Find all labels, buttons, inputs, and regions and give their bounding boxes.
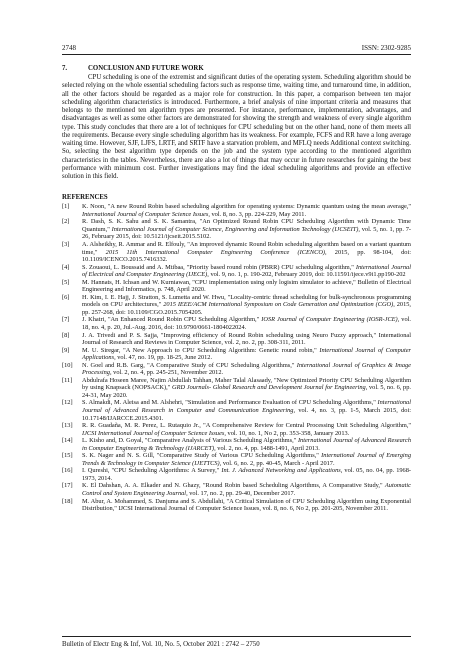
reference-details: , vol. 6, no. 2, pp. 40-45, March - April 2017. (219, 459, 335, 467)
reference-item (62, 482, 411, 497)
reference-item (62, 279, 411, 294)
reference-item (62, 264, 411, 279)
page-body (62, 64, 411, 513)
issn: ISSN: 2302-9285 (361, 44, 411, 52)
reference-number: [17] (62, 482, 73, 490)
reference-item (62, 467, 411, 482)
section-title: CONCLUSION AND FUTURE WORK (88, 65, 204, 72)
reference-details: , vol. 4, no. 3, pp. 1-5, March 2015, doi: 10.17148/IJARCCE.2015.4301. (82, 407, 411, 422)
reference-number: [16] (62, 467, 73, 475)
reference-item (62, 498, 411, 513)
reference-details: , vol. 17, no. 2, pp. 29-40, December 2017. (186, 490, 296, 498)
page-number: 2748 (62, 44, 76, 52)
section-number: 7. (62, 65, 68, 72)
reference-number: [2] (62, 218, 70, 226)
reference-item (62, 218, 411, 241)
reference-details: , 2015, pp. 98-104, doi: 10.1109/ICENCO.2015.7416332. (82, 248, 412, 264)
reference-item (62, 294, 411, 317)
reference-details: , vol. 2, no. 4, pp. 245-251, November 2012. (109, 369, 224, 377)
reference-number: [15] (62, 452, 73, 460)
reference-number: [11] (62, 376, 73, 384)
reference-text: N. Goel and R.B. Garg, "A Comparative Study of CPU Scheduling Algorithms," (82, 361, 297, 369)
reference-text: I. Qureshi, "CPU Scheduling Algorithms: A Survey," (82, 467, 222, 475)
reference-details: , 2015, pp. 257-268, doi: 10.1109/CGO.2015.7054205. (82, 301, 411, 316)
reference-details: , vol. 05, no. 04, pp. 1968-1973, 2014. (82, 467, 412, 482)
reference-number: [12] (62, 399, 73, 407)
reference-number: [3] (62, 240, 70, 248)
reference-venue: International Journal of Computer Applications (82, 346, 411, 362)
reference-number: [10] (62, 361, 73, 369)
reference-item (62, 203, 411, 218)
page-footer (62, 636, 411, 648)
reference-number: [7] (62, 316, 70, 324)
references-heading: REFERENCES (62, 194, 108, 202)
reference-details: , vol. 5, no. 1, pp. 7-26, February 2015, doi: 10.5121/ijcseit.2015.5102. (82, 225, 411, 241)
reference-details: , vol. 9, no. 1, p. 190-202, February 2019, doi: 10.11591/ijece.v9i1.pp190-202 (207, 271, 406, 279)
reference-item (62, 316, 411, 331)
reference-venue: International Journal of Computer Science, Engineering and Information Technology (IJCSEIT) (111, 225, 359, 233)
footer-rule (62, 636, 411, 637)
reference-item (62, 422, 411, 437)
reference-venue: GRD Journals- Global Research and Development Journal for Engineering (172, 384, 366, 392)
section-heading (62, 64, 411, 73)
reference-text: M. U. Siregar, "A New Approach to CPU Scheduling Algorithm: Genetic round robin," (82, 346, 320, 354)
reference-number: [6] (62, 293, 70, 301)
reference-details: , vol. 8, no. 3, pp. 224-229, May 2011. (208, 210, 307, 218)
reference-details: , vol. 47, no. 19, pp. 18-25, June 2012. (114, 354, 213, 362)
reference-text: L. Kisho and, D. Goyal, "Comparative Analysis of Various Scheduling Algorithms," (82, 437, 298, 445)
reference-item (62, 241, 411, 264)
reference-venue: International Journal of Advanced Research in Computer and Communication Engineering (82, 399, 411, 415)
reference-item (62, 452, 411, 467)
reference-venue: International Journal of Electrical and Computer Engineering (IJECE) (82, 263, 411, 279)
reference-text: A. Alsheikhy, R. Ammar and R. Elfouly, "An improved dynamic Round Robin scheduling algorithm based on a variant quantum time," (82, 240, 411, 256)
page-header (62, 44, 411, 56)
reference-number: [4] (62, 263, 70, 271)
conclusion-paragraph: CPU scheduling is one of the extremist and significant duties of the operating system. Scheduling algorithm should be selected relying on the whole essential scheduling factors such as response time, waiting time, and turnaround time, in addition, all the other factors should be regarded as a major role for construction. In this paper, a comparison between ten major scheduling algorithm characteristics is introduced. Furthermore, a brief analysis of nine important criteria and measures that belongs to the mentioned ten algorithm types are presented. For instance, performance, implementation, advantages, and disadvantages as well as some other factors are demonstrated for showing the strength and weakness of every single algorithm type. This study concludes that there are a lot of techniques for CPU scheduling but on the other hand, none of them meets all the requirements. Because every single scheduling algorithm has its weakness. For example, FCFS and RR have a long average waiting time. However, SJF, LJFS, LRTF, and SRTF have a starvation problem, and MFLQ needs Additional context switching. So, selecting the best algorithm type depends on the job and the system type according to the mentioned algorithm characteristics in the tables. Nevertheless, there are also a lot of things that may occur in future researches for gaining the best performance with minimum cost. Further investigations may find the ideal scheduling algorithms and provide an effective solution in this field. (62, 74, 411, 180)
reference-text: Abdulrafa Hoseen Maree, Najim Abdullah Tahhan, Maher Talal Alasaady, "New Optimized Priority CPU Scheduling Algorithm by using Knapsack (NOPSACK)," (82, 376, 411, 392)
reference-venue: 2015 IEEE/ACM International Symposium on Code Generation and Optimization (CGO) (163, 301, 394, 309)
reference-number: [5] (62, 278, 70, 286)
reference-text: H. Kim, I. E. Hajj, J. Stratton, S. Lumetta and W. Hwu, "Locality-centric thread scheduling for bulk-synchronous programming models on CPU architectures," (82, 293, 411, 309)
reference-number: [1] (62, 203, 70, 211)
reference-venue: International Journal of Computer Science Issues (82, 210, 209, 218)
reference-text: R. R. Guadaña, M. R. Perez, L. Rutaquio Jr., "A Comprehensive Review for Central Processing Unit Scheduling Algorithm," (82, 422, 411, 430)
reference-number: [13] (62, 422, 73, 430)
reference-text: J. A. Trivedi and P. S. Sajja, "Improving efficiency of Round Robin scheduling using Neuro Fuzzy approach," International Journal of Research and Reviews in Computer Science, vol. 2, no. 2, pp. 308-311, 2011. (82, 331, 411, 347)
reference-item (62, 377, 411, 400)
reference-item (62, 399, 411, 422)
reference-venue: International Journal of Emerging Trends & Technology in Computer Science (IJETTCS) (82, 452, 411, 467)
reference-venue: International Journal of Advanced Research in Computer Engineering & Technology (IJARCET) (82, 437, 411, 452)
reference-venue: Automatic Control and System Engineering Journal (82, 482, 411, 498)
reference-venue: IJCSI International Journal of Computer Science Issues (82, 429, 225, 437)
reference-text: R. Dash, S. K. Sahu and S. K. Samantra, "An Optimized Round Robin CPU Scheduling Algorithm with Dynamic Time Quantum," (82, 218, 411, 233)
reference-number: [14] (62, 437, 73, 445)
reference-text: M. Abur, A. Mohammed, S. Danjuma and S. Abdullahi, "A Critical Simulation of CPU Scheduling Algorithm using Exponential Distribution," IJCSI International Journal of Computer Science Issues, vol. 8, no. 6, No 2, pp. 201-205, November 2011. (82, 497, 411, 513)
reference-item (62, 332, 411, 347)
reference-number: [9] (62, 346, 70, 354)
reference-details: , vol. 18, no. 4, p. 20, Jul.-Aug. 2016, doi: 10.9790/0661-1804022024. (82, 316, 412, 331)
reference-item (62, 437, 411, 452)
reference-text: J. Khatri, "An Enhanced Round Robin CPU Scheduling Algorithm," (82, 316, 262, 324)
reference-text: S. K. Nager and N. S. Gill, "Comparative Study of Various CPU Scheduling Algorithms," (82, 452, 322, 460)
reference-details: , vol. 2, no. 4, pp. 1488-1491, April 2013. (214, 444, 320, 452)
reference-venue: IOSR Journal of Computer Engineering (IOSR-JCE) (261, 316, 398, 324)
reference-details: , vol. 5, no. 6, pp. 24-31, May 2020. (82, 384, 411, 399)
reference-venue: International Journal of Graphics & Image Processing (82, 361, 411, 377)
reference-details: , vol. 10, no. 1, No 2, pp. 353-358, January 2013. (224, 429, 350, 437)
reference-venue: 2015 11th International Computer Engineering Conference (ICENCO) (105, 248, 326, 256)
reference-text: S. Zouaoui, L. Boussaid and A. Mtibaa, "Priority based round robin (PBRR) CPU scheduling algorithm," (82, 263, 356, 271)
reference-list (62, 203, 411, 512)
reference-number: [18] (62, 497, 73, 505)
reference-venue: Int. J. Advanced Networking and Applications (221, 467, 341, 475)
header-rule (62, 54, 411, 55)
reference-item (62, 362, 411, 377)
reference-text: S. Almakdi, M. Aleisa and M. Alshehri, "Simulation and Performance Evaluation of CPU Scheduling Algorithms," (82, 399, 378, 407)
reference-item (62, 347, 411, 362)
reference-text: K. El Dahshan, A. A. Elkader and N. Ghazy, "Round Robin based Scheduling Algorithms, A Comparative Study," (82, 482, 385, 490)
reference-text: K. Noon, "A new Round Robin based scheduling algorithm for operating systems: Dynamic quantum using the mean average," (82, 203, 411, 211)
reference-text: M. Hannats, H. Ichsan and W. Kurniawan, "CPU implementation using only logisim simulator to achieve," Bulletin of Electrical Engineering and Informatics, p. 748, April 2020. (82, 278, 411, 294)
reference-number: [8] (62, 331, 70, 339)
journal-citation: Bulletin of Electr Eng & Inf, Vol. 10, No. 5, October 2021 : 2742 – 2750 (62, 641, 260, 648)
